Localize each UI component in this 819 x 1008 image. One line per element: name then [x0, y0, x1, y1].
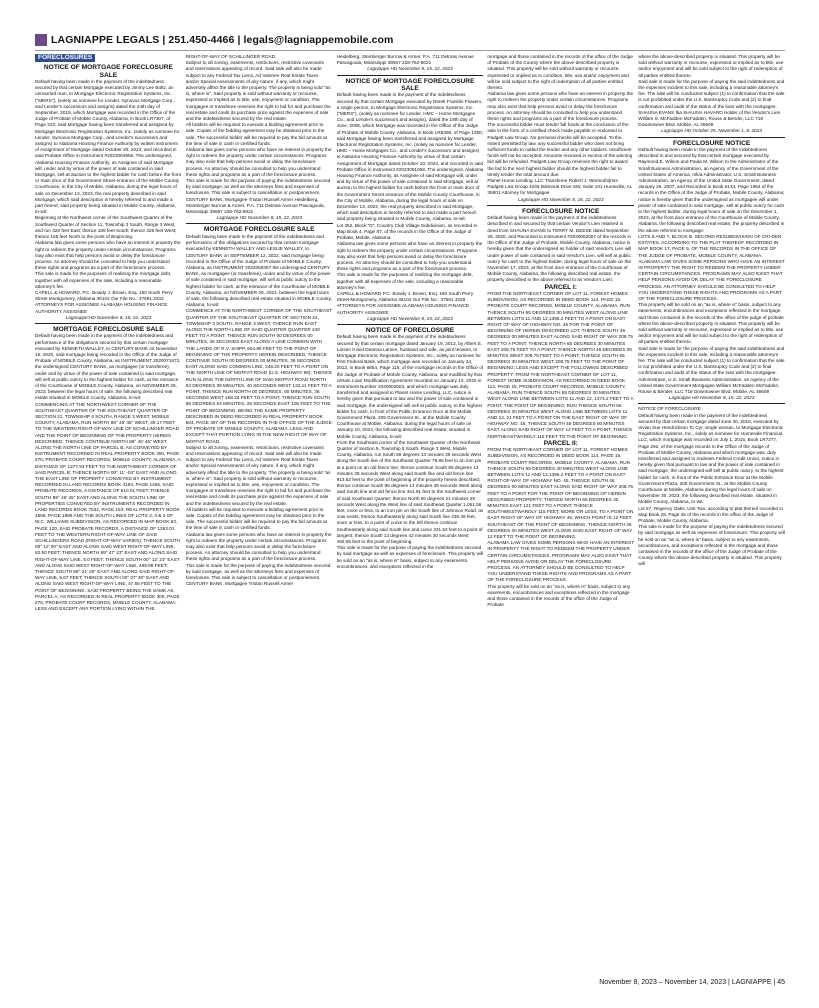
publication-line: Lagniappe HD November 8, 15, 22, 2023: [216, 215, 302, 221]
notice-paragraph: Default having been made in the payment of the indebtedness secured by that certain Mortgage executed by Derek Franklin Flowers, a single person, to Mortgage Electronic Registration Systems, Inc. ("MERS"), (solely as nominee for Lender, HMC – Home Mortgages Co., and Lender's successors and assigns), dated the 19th day of June, 2008, which Mortgage was recorded in the Office of the Judge of Probate of Mobile County, Alabama, in Book LR6398, of Page 1350; said Mortgage having been transferred and assigned by Mortgage Electronic Registration Systems, Inc. (solely as nominee for Lender, HMC – Home Mortgages Co., and Lender's successors and assigns) to Alabama Housing Finance Authority by virtue of that certain Assignment of Mortgage dated October 10, 2023, and recorded in said Probate Office in Instrument #2023061068. The undersigned, Alabama Housing Finance Authority, as Assignee of said Mortgage will, under and by virtue of the power of sale contained in said Mortgage, sell at auction to the highest bidder for cash before the front or main door of the Government Street entrance of the Mobile County Courthouse, in the City of Mobile, Alabama, during the legal hours of sale on December 13, 2023, the real property described in said Mortgage, which said description is hereby referred to and made a part hereof, said property being situated in Mobile County, Alabama, to-wit:: [336, 92, 484, 222]
notice-paragraph: COMMENCING AT THE NORTHWEST CORNER OF THE SOUTHEAST QUARTER OF THE SOUTHEAST QUARTER OF SECTION 21, TOWNSHIP 4 SOUTH, RANGE 3 WEST, MOBILE COUNTY, ALABAMA, RUN NORTH 89° 45' 45" WEST, 49.17 FEET TO THE WESTERN RIGHT-OF-WAY LINE OF SCHILLINGER ROAD AND THE POINT OF BEGINNING OF THE PROPERTY HEREIN DESCRIBED; THENCE CONTINUE NORTH 89° 46' 45" WEST ALONG THE NORTH LINE OF PARCEL B, AS CONVEYED BY INSTRUMENT RECORDED IN REAL PROPERTY BOOK 300, PAGE 270, PROBATE COURT RECORDS, MOBILE COUNTY, ALABAMA, A DISTANCE OF 1277.93 FEET TO THE NORTHWEST CORNER OF SAID PARCEL B; THENCE NORTH 00° 11' -04" EAST AND ALONG THE EAST LINE OF PROPERTY CONVEYED BY INSTRUMENT RECORDED IN LAND RECORDS BOOK 4194, PAGE 1465, SAID PROBATE RECORDS, A DISTANCE OF 610.01 FEET; THENCE SOUTH 89° 46' 45" EAST AND ALONG THE SOUTH LINE OF PROPERTIES CONVEYED BY INSTRUMENTS RECORDED IN LAND RECORDS BOOK 7532, PAGE 153; REAL PROPERTY BOOK 4566, PAGE 1985 AND THE SOUTH LINES OF LOTS 2, 3 & 4 OF W.C. WILLIAMS SUBDIVISION, AS RECORDED IN MAP BOOK 63, PAGE 120, SAID PROBATE RECORDS, A DISTANCE OF 1263.01 FEET TO THE WESTERN RIGHT-OF-WAY LINE OF SAID SCHILLINGERS ROAD (RIGHT-OF-WAY VARIES); THENCE SOUTH 00° 12' 00" EAST AND ALONG SAID WEST RIGHT-OF-WAY LINE, 62.50 FEET; THENCE NORTH 89° 47' 23" EAST AND ALONG SAID RIGHT-OF-WAY LINE, 5.0 FEET; THENCE SOUTH 00° 12' 23" EAST AND ALONG SAID WEST RIGHT-OF-WAY LINE, 499.98 FEET; THENCE SOUTH 89° 21' 26" EAST AND ALONG SAID RIGHT-OF-WAY LINE, 5.67 FEET; THENCE SOUTH 00° 07' 30" EAST AND ALONG SAID WEST RIGHT-OF-WAY LINE, 47.55 FEET TO THE POINT OF BEGINNING. SAID PROPERTY BEING THE SAME AS PARCEL A, AS RECORDED IN REAL PROPERTY BOOK 300, PAGE 270, PROBATE COURT RECORDS, MOBILE COUNTY, ALABAMA. LESS AND EXCEPT ANY PORTION LYING WITHIN THE: [35, 401, 181, 612]
notice-paragraph: This sale is made for the purpose of paying the indebtedness secured by said mortgage as well as expenses of foreclosure. This property will be sold on an "as is, where is" basis, subject to any easements, encumbrances, and exceptions reflected in the mortgage and those contained in the records of the office of the Judge of Probate of the County where the above-described property is situated. This property will: [638, 524, 785, 567]
notice-paragraph: ALABAMA LAW GIVES SOME PERSONS WHO HAVE AN INTEREST IN PROPERTY THE RIGHT TO REDEEM THE PROPERTY UNDER CERTAIN CIRCUMSTANCES. PROGRAMS MAY ALSO EXIST THAT HELP PERSONS AVOID OR DELAY THE FORECLOSURE PROCESS. AN ATTORNEY SHOULD BE CONSULTED TO HELP YOU UNDERSTAND THESE RIGHTS AND PROGRAMS AS A PART OF THE FORECLOSURE PROCESS.: [487, 540, 634, 583]
notice-paragraph: Default having been made in the payment of the indebtedness and performance of the obligations secured by that certain mortgage executed by KENNETH WALLEY, to CENTURY BANK on November 16, 2020, said mortgage being recorded in the Office of the Judge of Probate of MOBILE County, Alabama, as INSTRUMENT 2020071672, the undersigned CENTURY BANK, as mortgagee (or transferee), under and by virtue of the power of sale contained in said mortgage, will sell at public outcry to the highest bidder for cash, at the entrance of the Courthouse of MOBILE County, Alabama, on NOVEMBER 29, 2023, between the legal hours of sale, the following described real estate situated in MOBILE County, Alabama, to-wit:: [35, 333, 181, 401]
notice-paragraph: This sale is made for the purposes of realizing the mortgage debt, together with all expenses of the sale, including a reasonable attorney's fee.: [35, 271, 172, 289]
notice-paragraph: The successful bidder must tender full funds at the conclusion of the sale in the form of a certified check made payable or endorsed to Padgett Law Group. No personal checks will be accepted. To the extent permitted by law, any successful bidder who does not bring sufficient funds to outbid the lender and any other bidders. Insufficient funds will not be accepted. Amounts received in excess of the winning bid will be refunded. Padgett Law Group reserves the right to award the bid to the next highest bidder should the highest bidder fail to timely tender the total amount due.: [487, 122, 633, 177]
notice-paragraph: Heidelberg, Steinberger Burrow & Armer, P.A. 711 Delmas Avenue Pascagoula, Mississippi 39567 228-762-8021: [336, 54, 474, 66]
notice-paragraph: LOTS 6 AND 7, BLOCK B, SECOND RESUBDIVISION OF CRI-DEN ESTATES, ACCORDING TO THE PLAT THEREOF RECORDED IN MAP BOOK 17, PAGE 5, OF THE RECORDS IN THE OFFICE OF THE JUDGE OF PROBATE, MOBILE COUNTY, ALABAMA.: [638, 233, 782, 258]
publication-line: Lagniappe HD November 8, 15, 22, 2023: [65, 314, 152, 320]
masthead-text: LAGNIAPPE LEGALS | 251.450-4466 | legals@lagniappemobile.com: [51, 34, 394, 46]
header-divider: [35, 50, 785, 51]
notice-paragraph: Alabama law gives some persons who have an interest in property the right to redeem the property under certain circumstances. Programs may also exist that help persons avoid or delay the foreclosure process. An attorney should be consulted to help you understand these rights and programs as a part of the foreclosure process.: [336, 241, 483, 272]
notice-paragraph: Default having been made in the payment of the indebtedness secured by that certain mortgage dated June 30, 2015, executed by Vivian Sue Hendrickson To Cyr, single woman, to Mortgage Electronic Registration Systems, Inc., solely as nominee for Homeside Financial, LLC, which mortgage was recorded on July 1, 2015, Book LR7277, Page 292, of the mortgage records in the Office of the Judge of Probate of Mobile County, Alabama and which mortgage was, duly transferred and assigned to Andrews Federal Credit Union, notice is hereby given that pursuant to law and the power of sale contained in said mortgage, the undersigned will sell at public outcry, to the highest bidder for cash, in front of the Public Entrance Door at the Mobile Government Plaza, 205 Government St., at the Mobile County Courthouse at Mobile, Alabama during the legal hours of sale on November 30, 2023, the following described real estate, situated in Mobile County, Alabama, to-wit:: [638, 412, 784, 505]
notice-divider: [337, 324, 484, 325]
notice-paragraph: Alabama law gives some persons who have an interest in property the right to redeem the property under certain circumstances. Programs may also exist that help persons avoid or delay the foreclosure process. An attorney should be consulted to help you understand these rights and programs as a part of the foreclosure process.: [35, 240, 181, 271]
column-5: [638, 54, 785, 971]
notice-paragraph: This property will be sold on an "as is, where is" basis, subject to any easements, encumbrances and exceptions reflected in the mortgage and those contained in the records of the office of the judge of probate where the above-described property is situated. This property will be sold without warranty or recourse, expressed or implied as to title, use and/or enjoyment and will be sold subject to the right of redemption of all parties entitled thereto.: [638, 302, 784, 345]
publication-line: Lagniappe HD November 8, 15, 22, 2023: [367, 66, 453, 72]
notice-title: NOTICE OF MORTGAGE FORECLOSURE SALE: [43, 64, 173, 79]
notice-paragraph: All bidders will be required to execute a bidding agreement prior to sale. Copies of the bidding agreement may be obtained prior to the sale. The successful bidder will be required to pay the bid amount at the time of sale in cash or certified funds.: [185, 122, 327, 146]
notice-title: PARCEL I:: [544, 283, 577, 291]
notice-paragraph: Lot 362, Block "D", Country Club Village Subdivision, as recorded in Map Book 4, Page 87, of the records in the Office of the Judge of Probate, Mobile, Alabama.: [336, 222, 478, 241]
notice-paragraph: SHAUNA EVANS fka SHAUNA HAVARD Holder of the Vendor's Lien William S. McFadden McFadden, Rouse & Bender, LLC 718 Downtowner Blvd. Mobile, AL 36609: [638, 109, 781, 128]
notice-paragraph: This sale is made for the purposes of realizing the mortgage debt, together with all expenses of the sale, including a reasonable attorney's fee.: [336, 272, 473, 290]
notice-paragraph: Default having been made in the payment of the indebtedness secured by that certain mortgage dated January 19, 2012, by Albert E. Larsen II and Deanna Larsen, husband and wife, as joint tenants, to Mortgage Electronic Registration Systems, Inc., solely as nominee for First Federal Bank, which mortgage was recorded on January 24, 2012, in Book 6854, Page 116, of the mortgage records in the Office of the Judge of Probate of Mobile County, Alabama, and modified by that certain Loan Modification Agreement recorded on January 13, 2020 in Instrument Number 2020002603, and which mortgage was duly transferred and assigned to Planet Home Lending, LLC, notice is hereby given that pursuant to law and the power of sale contained in said mortgage, the undersigned will sell at public outcry, to the highest bidder for cash, in front of the Public Entrance Door at the Mobile Government Plaza, 205 Government St., at the Mobile County Courthouse at Mobile, Alabama, during the legal hours of sale on January 10, 2024, the following described real estate, situated in Mobile County, Alabama, to-wit:: [336, 334, 484, 439]
purple-block-icon: [35, 34, 47, 46]
notice-paragraph: Subject to all zoning, easements, restrictions, restrictive covenants and reservations appearing of record. Said sale will also be made subject to any Federal Tax Liens, Ad Valorem Real Estate Taxes and/or Special Assessments of any nature, if any, which might adversely affect the title to the property. The property is being sold "as is, where is". Said property is sold without warranty or recourse, expressed or implied as to title, use, enjoyment or condition. The mortgagee or transferee reserves the right to bid for and purchase the real estate and credit its purchase price against the expenses of sale and the indebtedness secured by the real estate.: [185, 444, 331, 506]
column-3: [337, 54, 484, 971]
notice-paragraph: Subject to all zoning, easements, restrictions, restrictive covenants and reservations appearing of record. Said sale will also be made subject to any Federal Tax Liens, Ad Valorem Real Estate Taxes and/or Special Assessments of any nature, if any, which might adversely affect the title to the property. The property is being sold "as is, where is". Said property is sold without warranty or recourse, expressed or implied as to title, use, enjoyment or condition. The mortgagee or transferee reserves the right to bid for and purchase the real estate and credit its purchase price against the expenses of sale and the indebtedness secured by the real estate.: [185, 60, 331, 122]
notice-divider: [186, 223, 333, 224]
notice-paragraph: COMMENCE AT THE NORTHWEST CORNER OF THE SOUTHEAST QUARTER OF THE SOUTHEAST QUARTER OF SECTION 24, TOWNSHIP 3 SOUTH, RANGE 3 WEST, THENCE RUN EAST ALONG THE NORTH LINE OF SAID QUARTER QUARTER 240 FEET TO A POINT, THENCE RUN SOUTH 00 DEGREES 00 MINUTES, 36 SECONDS EAST ALONG A LINE COMMON WITH THE LANDS OF R.V. SHIPP, 604.85 FEET TO THE POINT OF BEGINNING OF THE PROPERTY HEREIN DESCRIBED, THENCE CONTINUE SOUTH 00 DEGREES 00 MINUTES, 36 SECONDS EAST ALONG SAID COMMON LINE, 248.20 FEET TO A POINT ON THE NORTH LINE OF MOFFAT ROAD (U.S. HIGHWAY 98); THENCE RUN ALONG THE NORTH LINE OF SAID MOFFAT ROAD NORTH 53 DEGREES 38 MINUTES, 40 SECONDS WEST 132.11 FEET TO A POINT, THENCE RUN NORTH 00 DEGREES, 00 MINUTES, 36 SECONDS WEST 168.32 FEET TO A POINT, THENCE RUN SOUTH 89 DEGREES 53 MINUTES, 28 SECONDS EAST 105 FEET TO THE POINT OF BEGINNING. BEING THE SAME PROPERTY DESCRIBED IN DEED RECORDED IN REAL PROPERTY BOOK 504, PAGE 307 OF THE RECORDS IN THE OFFICE OF THE JUDGE OF PROBATE OF MOBILE COUNTY, ALABAMA. LESS AND EXCEPT THAT PORTION LYING IN THE NEW RIGHT OF WAY OF MOFFAT ROAD.: [185, 308, 333, 444]
notice-paragraph: Planet Home Lending, LLC Transferee Robert J. Wermuth/jmm Padgett Law Group 4245 Balmoral Drive SW, Suite 101 Huntsville, AL 35801 Attorney for Mortgagee: [487, 178, 633, 196]
notice-divider: [638, 403, 785, 404]
notice-paragraph: Said sale is made for the purpose of paying the said indebtedness and the expenses incident to this sale, including a reasonable attorney's fee. The sale will be conducted subject (1) to confirmation that the sale is not prohibited under the U.S. Bankruptcy Code and (2) to final confirmation and audit of the status of the loan with the mortgagee.: [638, 345, 785, 376]
notice-title: NOTICE OF MORTGAGE FORECLOSURE SALE: [345, 77, 475, 93]
publication-line: Lagniappe HD November 8, 15, 22, 2023: [367, 315, 453, 321]
notice-paragraph: ALABAMA LAW GIVES SOME PERSONS WHO HAVE AN INTEREST IN PROPERTY THE RIGHT TO REDEEM THE PROPERTY UNDER CERTAIN CIRCUMSTANCES. PROGRAMS MAY ALSO EXIST THAT HELP PERSONS AVOID OR DELAY THE FORECLOSURE PROCESS. AN ATTORNEY SHOULD BE CONSULTED TO HELP YOU UNDERSTAND THESE RIGHTS AND PROGRAMS AS A PART OF THE FORECLOSURE PROCESS.: [638, 258, 785, 301]
notice-divider: [638, 137, 785, 138]
notice-title: MORTGAGE FORECLOSURE SALE: [53, 325, 164, 333]
notice-paragraph: Alabama law gives some persons who have an interest in property the right to redeem the property under certain circumstances. Programs may also exist that help persons avoid or delay the foreclosure process. An attorney should be consulted to help you understand these rights and programs as a part of the foreclosure process.: [185, 147, 332, 177]
notice-paragraph: where the above-described property is situated. This property will be sold without warranty or recourse, expressed or implied as to title, use and/or enjoyment and will be sold subject to the right of redemption of all parties entitled thereto.: [638, 54, 784, 78]
notice-divider: [337, 75, 484, 76]
notice-paragraph: CENTURY BANK, Mortgagee Tristan Russell Armer Heidelberg, Steinberger Burrow & Armer, P.A. 711 Delmas Avenue Pascagoula, Mississippi 39567 228-762-8021: [185, 196, 325, 215]
notice-paragraph: From the Southeast corner of the Southwest Quarter of the Northeast Quarter of Section 5, Township 5 South, Range 3 West, Mobile County, Alabama, run South 89 degrees 13 minutes 39 seconds West along the South line of the Southeast Quarter 79.85 feet to an iron pin at a point on an old fence line; thence continue South 89 degrees 13 minutes 39 seconds West along said South line and old fence line 913.52 feet to the point of beginning of the property herein described; thence continue South 89 degrees 13 minutes 39 seconds West along said South line and old fence line 341.91 feet to the Southwest corner of said Southeast Quarter; thence North 00 degrees 21 minutes 29 seconds West along the West line of said Southeast Quarter 1,051.56 feet, more or less, to an iron pin on the South line of Johnson Road, as now exists; thence Southeasterly along said South line 436.39 feet, more or less, to a point of curve to the left thence continue Southeasterly along said South line and curve 331.52 feet to a point of tangent; thence South 13 degrees 42 minutes 30 seconds West 492.55 feet to the point of beginning.: [336, 439, 484, 545]
notice-divider: [35, 323, 182, 324]
notice-title: MORTGAGE FORECLOSURE SALE: [203, 226, 315, 234]
notice-paragraph: Lot 57, Regency Oaks, Unit Two, according to plat thereof recorded in Map Book 28, Page 46 of the records in the office of the Judge of Probate, Mobile County, Alabama.: [638, 505, 783, 524]
legal-columns: [35, 54, 785, 971]
notice-paragraph: Said sale is made for the purpose of paying the said indebtedness and the expenses incident to this sale, including a reasonable attorney's fee. The sale will be conducted subject (1) to confirmation that the sale is not prohibited under the U.S. Bankruptcy Code and (2) to final confirmation and audit of the status of the loan with the mortgagee.: [638, 78, 785, 109]
notice-paragraph: Default having been made in the payment of the indebtedness and performance of the obligations secured by that certain mortgage executed by KENNETH WALLEY AND LESLIE WALLEY, to CENTURY BANK on SEPTEMBER 12, 2022, said mortgage being recorded in the Office of the Judge of Probate of MOBILE County, Alabama, as INSTRUMENT 2022059357 the undersigned CENTURY BANK, as mortgagee (or transferee), under and by virtue of the power of sale contained in said mortgage, will sell at public outcry to the highest bidder for cash, at the entrance of the Courthouse of MOBILE County, Alabama, on NOVEMBER 29, 2023, between the legal hours of sale, the following described real estate situated in MOBILE County, Alabama, to-wit:: [185, 233, 332, 308]
publication-line: Lagniappe HD November 8, 15, 22, 2023: [668, 395, 755, 401]
notice-divider: [487, 205, 634, 206]
notice-paragraph: Default having been made in the payment of the indebtedness secured by that certain Mortgage executed by Jimmy Lee Boltz, an unmarried man, to Mortgage Electronic Registration Systems, Inc. ("MERS"), (solely as nominee for Lender, Synovus Mortgage Corp., and Lender's successors and assigns) dated the 24th day of September, 2015, which Mortgage was recorded in the Office of the Judge of Probate of Mobile County, Alabama, in Book LR7307, of Page 222; said Mortgage having been transferred and assigned by Mortgage Electronic Registration Systems, Inc. (solely as nominee for Lender, Synovus Mortgage Corp., and Lender's successors and assigns) to Alabama Housing Finance Authority by written instrument of Assignment of Mortgage dated October 20, 2023, and recorded in said Probate Office in Instrument #2023063956. The undersigned, Alabama Housing Finance Authority, as Assignee of said Mortgage will, under and by virtue of the power of sale contained in said Mortgage, sell at auction to the highest bidder for cash before the front or main door of the Government Street entrance of the Mobile County Courthouse, in the City of Mobile, Alabama, during the legal hours of sale on December 13, 2023, the real property described in said Mortgage, which said description is hereby referred to and made a part hereof, said property being situated in Mobile County, Alabama, to-wit:: [35, 79, 181, 215]
notice-paragraph: RIGHT-OF-WAY OF SCHILLINGER ROAD.: [185, 54, 277, 59]
notice-paragraph: This sale is made for the purpose of paying the indebtedness secured by said mortgage as well as expenses of foreclosure. This property will be sold on an "as is, where is" basis, subject to any easements, encumbrances, and exceptions reflected in the: [336, 545, 484, 569]
column-2: [186, 54, 333, 971]
page-footer: November 8, 2023 – November 14, 2023 | LAGNIAPPE | 45: [599, 979, 785, 986]
notice-paragraph: This property will be sold on an "as is, where is" basis, subject to any easements, encumbrances and exceptions reflected in the mortgage and those contained in the records of the office of the Judge of Probate: [487, 583, 631, 608]
notice-paragraph: Alabama law gives some persons who have an interest in property the right to redeem the property under certain circumstances. Programs may also exist that help persons avoid or delay the foreclosure process. An attorney should be consulted to help you understand these rights and programs as a part of the foreclosure process.: [185, 531, 332, 562]
notice-paragraph: CAPELL & HOWARD P.C. Bowdy J. Brown, Esq. 150 South Perry Street Montgomery, Alabama 36104 Our File No.: 37591.3329 ATTORNEYS FOR ASSIGNEE ALABAMA HOUSING FINANCE AUTHORITY ASSIGNEE: [336, 290, 474, 315]
notice-paragraph: Default having been made in the payment of the indebtedness described in and secured by that certain mortgage executed by Raymond E. Wilson and Paula M. Wilson to the Administrator of the Small Business Administration, an Agency of the Government of the United States of America, n/k/a Administrator, U.S. Small Business Administration, an Agency of the United State Government, dated January 26, 2007, and Recorded in Book 6134, Page 1954 of the records in the Office of the Judge of Probate, Mobile County, Alabama; notice is hereby given that the undersigned as mortgagee will under power of sale contained in said mortgage, sell at public outcry for cash to the highest bidder, during legal hours of sale on the December 1, 2023, at the front door entrance of the Courthouse of Mobile County, Alabama, the following described real estate, the property described in the above referred to mortgage:: [638, 147, 785, 233]
notice-paragraph: mortgage and those contained in the records of the office of the Judge of Probate of the County where the above-described property is situated. This property will be sold without warranty or recourse, expressed or implied as to condition, title, use and/or enjoyment and will be sold subject to the right of redemption of all parties entitled thereto.: [487, 54, 633, 91]
notice-title: NOTICE OF FORECLOSURE: [365, 326, 455, 334]
notice-title: FORECLOSURE NOTICE: [672, 139, 751, 147]
notice-paragraph: NOTICE OF FORECLOSURE: [638, 406, 701, 412]
column-4: [487, 54, 634, 971]
notice-paragraph: FROM THE NORTHEAST CORNER OF LOT 11, FOREST HOMES SUBDIVISION, AS RECORDED IN DEED BOOK 114, PAGE 15, PROBATE COURT RECORDS, MOBILE COUNTY, ALABAMA, RUN THENCE SOUTH 65 DEGREES 30 MINUTES WEST ALONG LINE BETWEEN LOTS 11 AND 12,1395.2 FEET TO A POINT ON EAST RIGHT-OF-WAY OF HIGHWAY NO. 45, THENCE SOUTH 46 DEGREES 00 MINUTES EAST ALONG SAID RIGHT OF WAY 208.75 FEET TO A POINT FOR THE POINT OF BEGINNING OF HEREIN DESCRIBED PROPERTY; THENCE NORTH 65 DEGREES 30 MINUTES EAST 121 FEET TO A POINT; THENCE SOUTHWESTWARDLY 115 FEET, MORE OR LESS, TO A POINT ON EAST RIGHT OF WAY OF HIGHWAY 45, WHICH POINT IS 12 FEET SOUTHEAST OF THE POINT OF BEGINNING, THENCE NORTH 46 DEGREES 00 MINUTES WEST ALONG SAID EAST RIGHT OF WAY 12 FEET TO THE POINT OF BEGINNING.: [487, 447, 634, 540]
section-tag: FORECLOSURES: [35, 54, 95, 62]
publication-line: Lagniappe HD November 8, 15, 22, 2023: [518, 196, 604, 202]
notice-paragraph: CAPELL & HOWARD, P.C. Bowdy J. Brown, Esq. 150 South Perry Street Montgomery, Alabama 36104 Our File No.: 37591.3333 ATTORNEYS FOR ASSIGNEE ALABAMA HOUSING FINANCE AUTHORITY ASSIGNEE: [35, 289, 173, 314]
notice-paragraph: This sale is made for the purpose of paying the indebtedness secured by said mortgage, as well as the attorneys fees and expenses of foreclosure. This sale is subject to cancellation or postponement.: [185, 562, 331, 581]
masthead: [35, 33, 393, 47]
notice-paragraph: Administrator, U.S. Small Business Administration, an Agency of the United State Government Mortgagee William McFadden McFadden, Rouse & Bender, LLC 718 Downtowner Blvd. Mobile, AL 36609: [638, 376, 780, 394]
notice-paragraph: CENTURY BANK, Mortgagee Tristan Russell Armer: [185, 581, 294, 587]
notice-paragraph: Default having been made in the payment of the indebtedness described in and secured by that certain Vendor's Lien retained in deed from SHAUNA EVANS to TERRY M. DEESE dated September 28, 2020, and Recorded in Instrument #2020062067 of the records in the Office of the Judge of Probate, Mobile County, Alabama; notice is hereby given that the undersigned as holder of said Vendor's Lien will under power of sale contained in said Vendor's Lien, will sell at public outcry for cash to the highest bidder, during legal hours of sale on the November 17, 2023, at the front door entrance of the Courthouse of Mobile County, Alabama, the following described real estate, the property described in the above referred to as Vendor's Lien:: [487, 215, 632, 283]
notice-paragraph: This sale is made for the purpose of paying the indebtedness secured by said mortgage, as well as the attorneys fees and expenses of foreclosure. This sale is subject to cancellation or postponement.: [185, 178, 331, 196]
notice-title: FORECLOSURE NOTICE: [522, 207, 600, 215]
publication-line: Lagniappe HD October 25, November 1, 8, 2023: [661, 128, 762, 134]
notice-paragraph: Beginning at the Northwest corner of the Southwest Quarter of the Southwest Quarter of Section 11, Township 3 South, Range 3 West, and run 328 feet East; thence 165 feet South; thence 328 feet West; thence 165 feet North to the point of Beginning.: [35, 215, 177, 240]
notice-paragraph: FROM THE NORTHEAST CORNER OF LOT 11, FOREST HOMES SUBDIVISION, AS RECORDED IN DEED BOOK 114, PAGE 15, PROBATE COURT RECORDS, MOBILE COUNTY, ALABAMA, RUN THENCE SOUTH 65 DEGREES 30 MINUTES WEST ALONG LINE BETWEEN LOTS 11 AND 12,1395.2 FEET TO A POINT ON EAST RIGHT OF WAY OF HIGHWAY NO. 45 FOR THE POINT OF BEGINNING OF HEREIN DESCRIBED LOT, THENCE SOUTH 46 DEGREES 00 MINUTES EAST ALONG SAID RIGHT OF WAY 208.75 FEET TO A POINT; THENCE NORTH 65 DEGREES 30 MINUTES EAST 208.75 FEET TO A POINT; THENCE NORTH 46 DEGREES 00 MINUTES WEST 208.75 FEET TO A POINT; THENCE SOUTH 65 DEGREES 30 MINUTES WEST 208.75 FEET TO THE POINT OF BEGINNING; LESS AND EXCEPT THE FOLLOWING DESCRIBED PROPERTY: FROM THE NORTHEAST CORNER OF LOT 11, FOREST HOME SUBDIVISION, AS RECORDED IN DEED BOOK 114, PAGE 15, PROBATE COURT RECORDS, MOBILE COUNTY, ALABAMA, RUN THENCE SOUTH 65 DEGREES 30 MINUTES WEST ALONG LINE BETWEEN LOTS 11 AND 12, 1374.2 FEET TO A POINT, THE POINT OF BEGINNING; RUN THENCE SOUTH 65 DEGREES 30 MINUTES WEST ALONG LINE BETWEEN LOTS 11 AND 12, 21 FEET TO A POINT ON THE EAST RIGHT OF WAY OF HIGHWAY NO. 45, THENCE SOUTH 46 DEGREES 00 MINUTES EAST ALONG SAID RIGHT OF WAY 12 FEET TO A POINT, THENCE NORTHEASTWARDLY 115 FEET TO THE POINT OF BEGINNING.: [487, 290, 634, 439]
notice-title: PARCEL II:: [543, 439, 578, 447]
column-1: [35, 54, 182, 971]
notice-paragraph: All bidders will be required to execute a bidding agreement prior to sale. Copies of the bidding agreement may be obtained prior to the sale. The successful bidder will be required to pay the bid amount at the time of sale in cash or certified funds.: [185, 506, 327, 531]
notice-paragraph: Alabama law gives some persons who have an interest in property the right to redeem the property under certain circumstances. Programs may also exist that help persons avoid or delay the foreclosure process. An attorney should be consulted to help you understand these rights and programs as a part of the foreclosure process.: [487, 91, 634, 122]
